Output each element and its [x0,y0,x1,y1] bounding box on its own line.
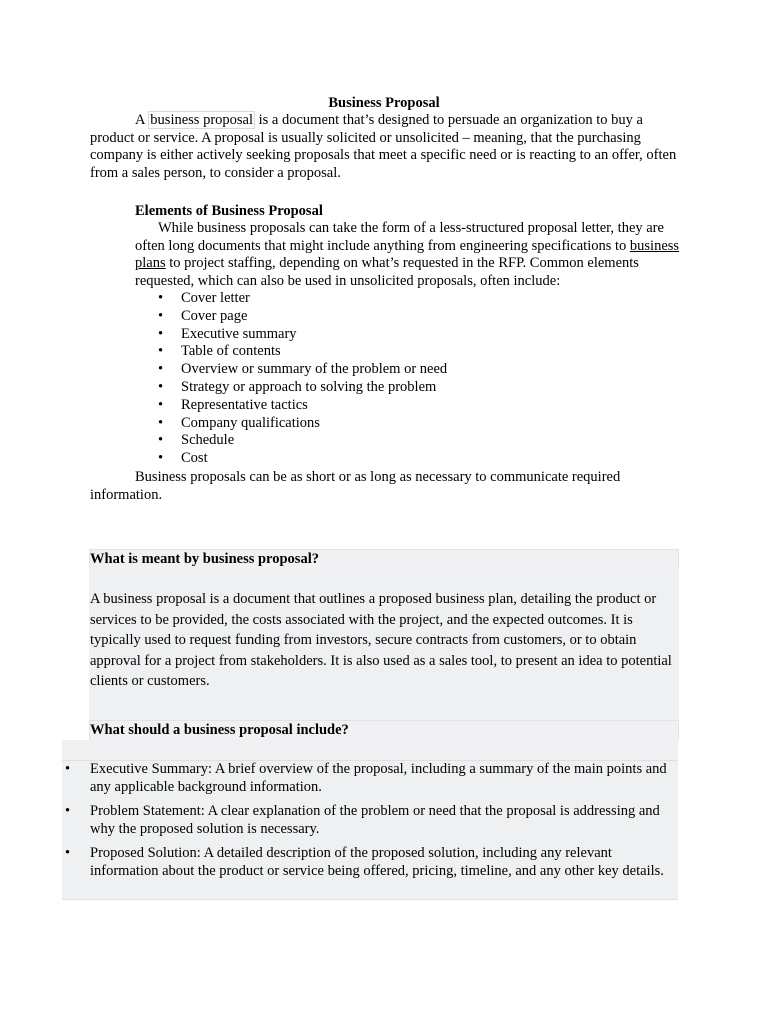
elements-prefix: While business proposals can take the form of a less-structured proposal letter, they are often long documents that might include anything from engineering specifications to [135,220,664,254]
list-item-text: Executive Summary: A brief overview of the proposal, including a summary of the main points and any applicable background information. [90,761,667,795]
list-item [158,361,447,379]
list-item-label: Strategy or approach to solving the problem [181,378,437,395]
list-item [62,845,678,880]
elements-suffix: to project staffing, depending on what’s requested in the RFP. Common elements requested, which can also be used in unsolicited proposals, often include: [135,255,639,289]
bullet-icon: • [158,290,164,306]
intro-prefix: A [135,112,149,128]
faq-answer-2-spacer [62,740,678,760]
bullet-icon: • [158,396,164,413]
elements-paragraph [135,220,680,290]
list-item-label: Overview or summary of the problem or need [181,361,448,378]
business-proposal-link[interactable]: business proposal [150,112,254,128]
list-item [158,397,447,415]
list-item-label: Cover letter [181,290,250,306]
faq-question-2: What should a business proposal include? [89,720,679,741]
list-item-label: Representative tactics [181,396,308,413]
intro-suffix: is a document that’s designed to persuade an organization to buy a product or service. A proposal is usually solicited or unsolicited – meaning, that the purchasing company is either actively seeking proposals that meet a specific need or is reacting to an offer, often from a sales person, to consider a proposal. [90,112,677,181]
list-item-label: Table of contents [181,343,281,360]
bullet-icon: • [158,325,164,342]
bullet-icon: • [158,343,164,360]
list-item [158,290,447,308]
bullet-icon: • [158,432,164,449]
list-item-label: Schedule [181,432,235,449]
list-item [158,343,447,361]
list-item-label: Company qualifications [181,414,320,431]
list-item-label: Cover page [181,307,248,324]
list-item-text: Problem Statement: A clear explanation of the problem or need that the proposal is addressing and why the proposed solution is necessary. [90,803,660,837]
bullet-icon: • [158,361,164,378]
elements-list [158,290,447,468]
bullet-icon: • [65,803,71,820]
list-item-label: Executive summary [181,325,297,342]
list-item [158,308,447,326]
closing-paragraph: Business proposals can be as short or as long as necessary to communicate required information. [90,469,621,503]
faq-answer-1-text: A business proposal is a document that outlines a proposed business plan, detailing the product or services to be provided, the costs associated with the project, and the expected outcomes. It is typically used to request funding from investors, secure contracts from customers, or to obtain approval for a project from stakeholders. It is also used as a sales tool, to present an idea to potential clients or customers. [90,591,672,690]
faq-answer-2-list [62,760,678,900]
list-item [158,326,447,344]
bullet-icon: • [158,307,164,324]
list-item [158,432,447,450]
document-title: Business Proposal [328,95,440,111]
bullet-icon: • [65,845,71,862]
elements-heading: Elements of Business Proposal [135,203,323,219]
list-item [158,450,447,468]
bullet-icon: • [158,450,164,467]
list-item [62,761,678,796]
list-item [158,415,447,433]
list-item [62,803,678,838]
list-item [158,379,447,397]
list-item-label: Cost [181,450,208,467]
faq-question-1: What is meant by business proposal? [89,549,679,570]
bullet-icon: • [158,378,164,395]
list-item-text: Proposed Solution: A detailed description of the proposed solution, including any relevant information about the product or service being offered, pricing, timeline, and any other key details. [90,845,664,879]
business-plans-link[interactable]: business plans [135,237,680,272]
bullet-icon: • [158,414,164,431]
bullet-icon: • [65,761,71,777]
faq-answer-1 [89,569,679,720]
intro-paragraph [90,112,680,182]
